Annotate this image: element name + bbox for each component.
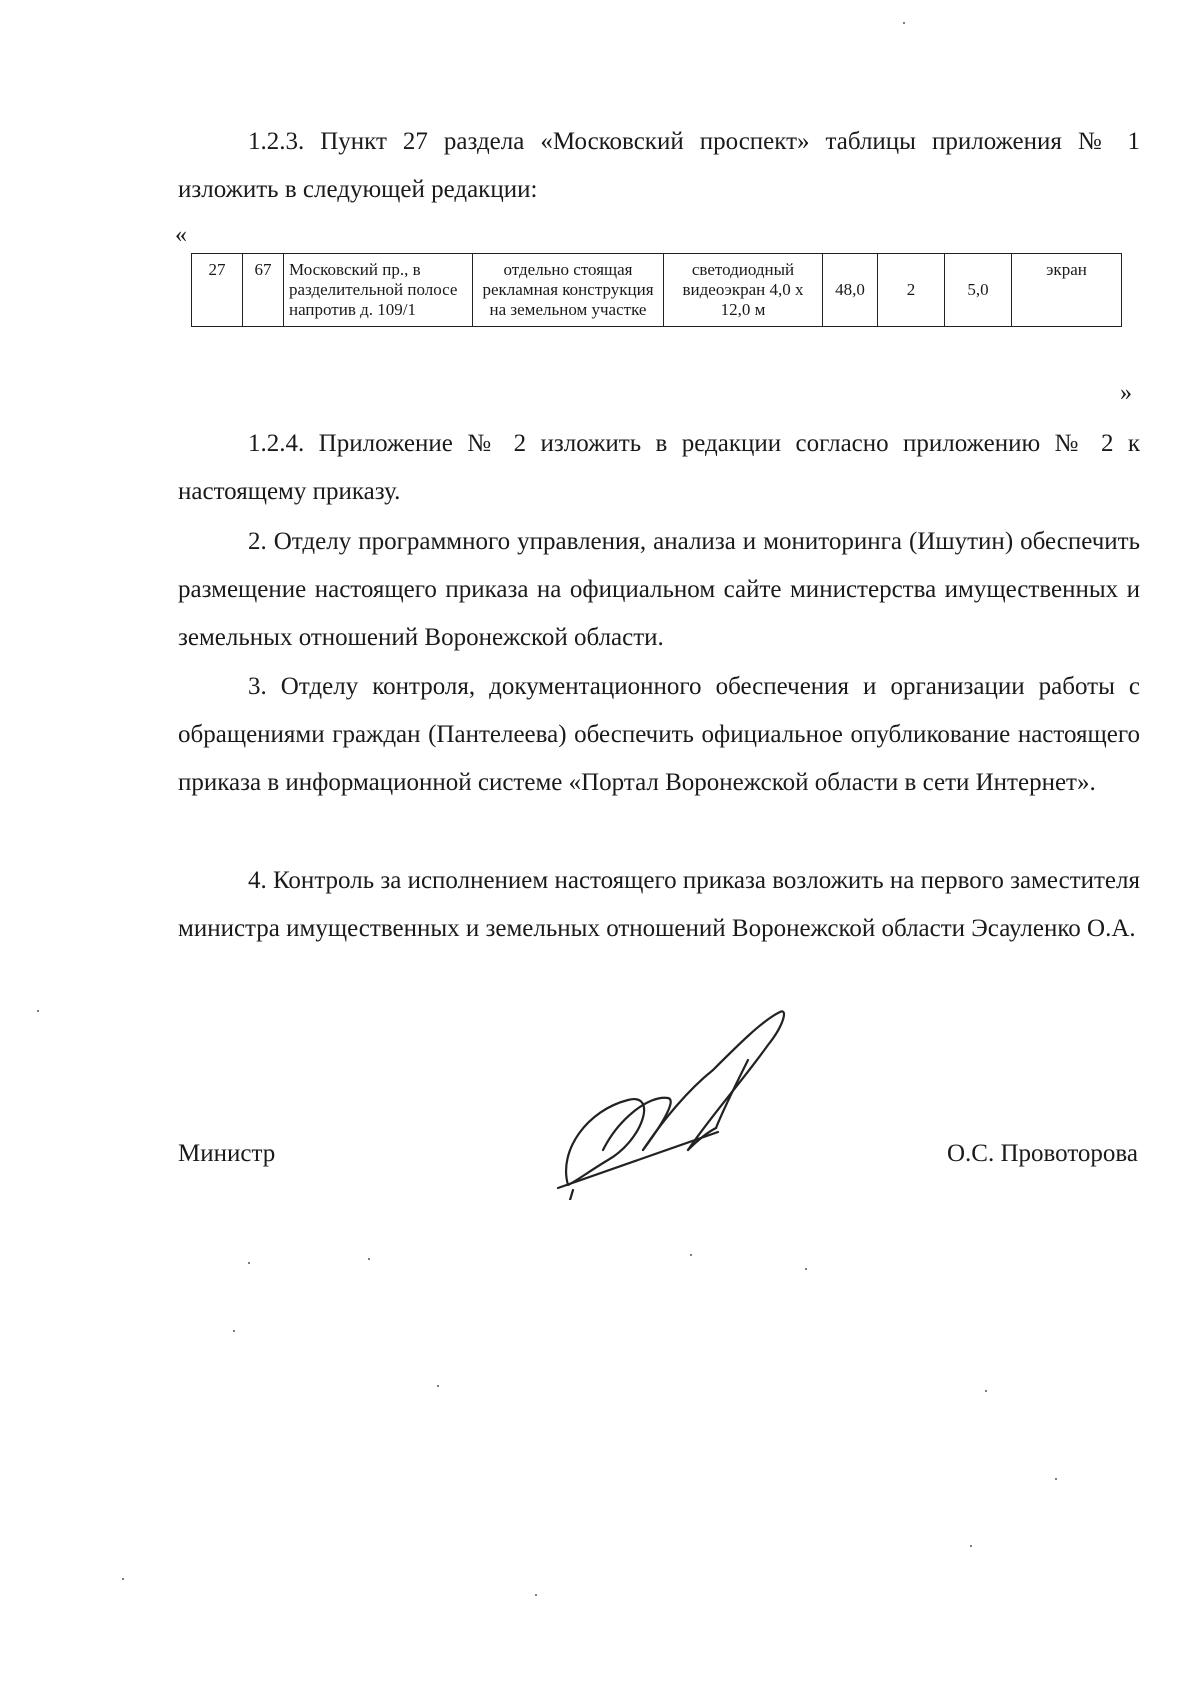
scan-speck [535, 1594, 537, 1596]
paragraph-1-2-4: 1.2.4. Приложение № 2 изложить в редакции согласно приложению № 2 к настоящему приказу. [178, 430, 1140, 505]
scan-speck [970, 1545, 972, 1547]
scan-speck [122, 1578, 124, 1580]
table-cell-area: 48,0 [823, 254, 878, 327]
scan-speck [805, 1268, 807, 1270]
table-row [192, 254, 1122, 327]
scan-speck [233, 1330, 235, 1332]
signature-name: О.С. Провоторова [946, 1140, 1138, 1167]
paragraph-1-2-3: 1.2.3. Пункт 27 раздела «Московский проспект» таблицы приложения № 1 изложить в следующей редакции: [178, 128, 1140, 203]
close-quote: » [1120, 380, 1132, 406]
table-cell-note: экран [1012, 254, 1122, 327]
scan-speck [37, 1010, 39, 1012]
paragraph-2: 2. Отделу программного управления, анализа и мониторинга (Ишутин) обеспечить размещение настоящего приказа на официальном сайте министерства имущественных и земельных отношений Воронежской области. [178, 528, 1140, 651]
table-cell-address: Московский пр., в разделительной полосе напротив д. 109/1 [284, 254, 473, 327]
scan-speck [437, 1385, 439, 1387]
scan-speck [690, 1254, 692, 1256]
signature-position: Министр [178, 1140, 276, 1167]
table-cell-value: 5,0 [945, 254, 1012, 327]
scan-speck [368, 1258, 370, 1260]
open-quote: « [175, 222, 187, 248]
table-cell-construction-type: отдельно стоящая рекламная конструкция на земельном участке [473, 254, 664, 327]
paragraph-4: 4. Контроль за исполнением настоящего приказа возложить на первого заместителя министра имущественных и земельных отношений Воронежской области Эсауленко О.А. [178, 867, 1140, 942]
handwritten-signature [548, 1000, 808, 1200]
scan-speck [248, 1262, 250, 1264]
table-cell-sides: 2 [878, 254, 945, 327]
table-cell-id: 67 [243, 254, 284, 327]
scan-speck [1055, 1478, 1057, 1480]
paragraph-3: 3. Отделу контроля, документационного обеспечения и организации работы с обращениями граждан (Пантелеева) обеспечить официальное опубликование настоящего приказа в информационной системе «Портал Воронежской области в сети Интернет». [178, 673, 1140, 796]
amendment-table [191, 253, 1122, 327]
scan-speck [985, 1390, 987, 1392]
scan-speck [903, 22, 905, 24]
table-cell-number: 27 [192, 254, 243, 327]
table-cell-construction-kind: светодиодный видеоэкран 4,0 х 12,0 м [664, 254, 823, 327]
